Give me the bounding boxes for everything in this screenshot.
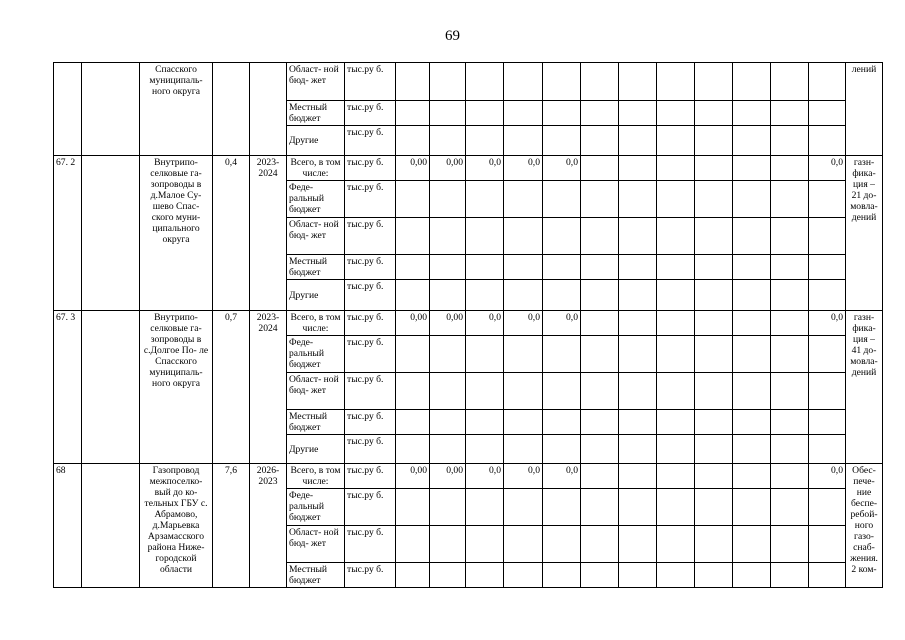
empty-cell xyxy=(809,255,846,280)
empty-cell xyxy=(695,126,733,156)
value-cell: 0,0 xyxy=(466,156,504,181)
empty-cell xyxy=(809,435,846,464)
value-cell: 0,00 xyxy=(396,311,430,336)
empty-cell xyxy=(733,563,771,588)
empty-cell xyxy=(504,563,543,588)
empty-cell xyxy=(430,218,466,255)
empty-cell xyxy=(695,489,733,526)
empty-cell xyxy=(54,63,82,156)
unit-label: тыс.ру б. xyxy=(345,126,396,156)
empty-cell xyxy=(504,255,543,280)
source-label: Област- ной бюд- жет xyxy=(287,63,345,101)
value-cell: 0,00 xyxy=(430,156,466,181)
empty-cell xyxy=(619,410,657,435)
unit-label: тыс.ру б. xyxy=(345,336,396,373)
empty-cell xyxy=(466,101,504,126)
source-label: Всего, в том числе: xyxy=(287,464,345,489)
empty-cell xyxy=(396,181,430,218)
empty-cell xyxy=(657,255,695,280)
empty-cell xyxy=(430,563,466,588)
empty-cell xyxy=(771,410,809,435)
table-row xyxy=(54,311,883,336)
empty-cell xyxy=(695,255,733,280)
empty-cell xyxy=(771,126,809,156)
empty-cell xyxy=(430,336,466,373)
empty-cell xyxy=(771,181,809,218)
empty-cell xyxy=(619,526,657,563)
unit-label: тыс.ру б. xyxy=(345,373,396,410)
value-cell: 0,00 xyxy=(396,156,430,181)
empty-cell xyxy=(250,63,287,156)
empty-cell xyxy=(504,126,543,156)
empty-cell xyxy=(430,101,466,126)
empty-cell xyxy=(619,156,657,181)
empty-cell xyxy=(543,526,581,563)
empty-cell xyxy=(771,464,809,489)
empty-cell xyxy=(657,63,695,101)
empty-cell xyxy=(396,63,430,101)
empty-cell xyxy=(504,526,543,563)
empty-cell xyxy=(430,181,466,218)
empty-cell xyxy=(581,526,619,563)
empty-cell xyxy=(466,435,504,464)
empty-cell xyxy=(581,435,619,464)
empty-cell xyxy=(733,126,771,156)
empty-cell xyxy=(657,435,695,464)
empty-cell xyxy=(771,218,809,255)
empty-cell xyxy=(809,410,846,435)
empty-cell xyxy=(543,336,581,373)
years-value: 2023- 2024 xyxy=(250,156,287,311)
empty-cell xyxy=(771,63,809,101)
empty-cell xyxy=(657,218,695,255)
empty-cell xyxy=(581,101,619,126)
empty-cell xyxy=(657,311,695,336)
empty-cell xyxy=(543,489,581,526)
empty-cell xyxy=(733,181,771,218)
empty-cell xyxy=(733,255,771,280)
empty-cell xyxy=(581,563,619,588)
result-text: Обес- пече- ние беспе- ребой- ного газо- снаб- жения. 2 ком- xyxy=(846,464,883,588)
source-label: Другие xyxy=(287,280,345,311)
unit-label: тыс.ру б. xyxy=(345,255,396,280)
empty-cell xyxy=(657,156,695,181)
empty-cell xyxy=(771,526,809,563)
empty-cell xyxy=(809,126,846,156)
empty-cell xyxy=(695,280,733,311)
empty-cell xyxy=(504,63,543,101)
empty-cell xyxy=(543,218,581,255)
empty-cell xyxy=(396,101,430,126)
empty-cell xyxy=(771,101,809,126)
empty-cell xyxy=(396,526,430,563)
empty-cell xyxy=(657,373,695,410)
empty-cell xyxy=(466,255,504,280)
empty-cell xyxy=(733,311,771,336)
length-value: 0,7 xyxy=(213,311,250,464)
empty-cell xyxy=(581,464,619,489)
empty-cell xyxy=(771,311,809,336)
unit-label: тыс.ру б. xyxy=(345,156,396,181)
empty-cell xyxy=(733,63,771,101)
source-label: Феде- ральный бюджет xyxy=(287,489,345,526)
source-label: Всего, в том числе: xyxy=(287,156,345,181)
empty-cell xyxy=(82,156,140,311)
row-number: 68 xyxy=(54,464,82,588)
unit-label: тыс.ру б. xyxy=(345,435,396,464)
empty-cell xyxy=(619,336,657,373)
empty-cell xyxy=(82,311,140,464)
empty-cell xyxy=(396,336,430,373)
empty-cell xyxy=(809,373,846,410)
empty-cell xyxy=(543,563,581,588)
empty-cell xyxy=(504,489,543,526)
empty-cell xyxy=(581,280,619,311)
empty-cell xyxy=(543,410,581,435)
source-label: Местный бюджет xyxy=(287,255,345,280)
empty-cell xyxy=(657,464,695,489)
empty-cell xyxy=(771,373,809,410)
table-row xyxy=(54,464,883,489)
empty-cell xyxy=(396,255,430,280)
empty-cell xyxy=(733,373,771,410)
empty-cell xyxy=(466,280,504,311)
empty-cell xyxy=(430,126,466,156)
empty-cell xyxy=(771,156,809,181)
empty-cell xyxy=(396,373,430,410)
unit-label: тыс.ру б. xyxy=(345,464,396,489)
empty-cell xyxy=(430,255,466,280)
empty-cell xyxy=(809,218,846,255)
empty-cell xyxy=(581,311,619,336)
empty-cell xyxy=(619,218,657,255)
table-row xyxy=(54,156,883,181)
empty-cell xyxy=(733,410,771,435)
empty-cell xyxy=(771,489,809,526)
empty-cell xyxy=(504,435,543,464)
source-label: Феде- ральный бюджет xyxy=(287,181,345,218)
empty-cell xyxy=(619,63,657,101)
empty-cell xyxy=(466,336,504,373)
empty-cell xyxy=(771,435,809,464)
length-value: 7,6 xyxy=(213,464,250,588)
empty-cell xyxy=(771,255,809,280)
value-cell: 0,00 xyxy=(396,464,430,489)
empty-cell xyxy=(657,526,695,563)
value-cell: 0,00 xyxy=(430,311,466,336)
source-label: Област- ной бюд- жет xyxy=(287,526,345,563)
object-name: Газопровод межпоселко- вый до ко- тельных ГБУ с. Абрамово, д.Марьевка Арзамасского района Ниже- городской области xyxy=(140,464,213,588)
empty-cell xyxy=(396,435,430,464)
value-cell: 0,0 xyxy=(543,464,581,489)
result-text: лений xyxy=(846,63,883,156)
empty-cell xyxy=(581,489,619,526)
empty-cell xyxy=(396,126,430,156)
value-cell: 0,0 xyxy=(809,311,846,336)
empty-cell xyxy=(581,255,619,280)
empty-cell xyxy=(809,63,846,101)
empty-cell xyxy=(695,526,733,563)
empty-cell xyxy=(695,373,733,410)
empty-cell xyxy=(466,373,504,410)
empty-cell xyxy=(657,410,695,435)
empty-cell xyxy=(581,63,619,101)
page-number: 69 xyxy=(445,28,460,44)
empty-cell xyxy=(695,63,733,101)
empty-cell xyxy=(657,563,695,588)
empty-cell xyxy=(504,280,543,311)
source-label: Феде- ральный бюджет xyxy=(287,336,345,373)
empty-cell xyxy=(82,63,140,156)
empty-cell xyxy=(466,126,504,156)
empty-cell xyxy=(543,280,581,311)
empty-cell xyxy=(733,464,771,489)
years-value: 2026- 2023 xyxy=(250,464,287,588)
empty-cell xyxy=(504,336,543,373)
unit-label: тыс.ру б. xyxy=(345,563,396,588)
value-cell: 0,0 xyxy=(809,464,846,489)
empty-cell xyxy=(657,101,695,126)
empty-cell xyxy=(543,63,581,101)
row-number: 67. 3 xyxy=(54,311,82,464)
empty-cell xyxy=(504,101,543,126)
empty-cell xyxy=(619,255,657,280)
empty-cell xyxy=(619,464,657,489)
empty-cell xyxy=(695,410,733,435)
unit-label: тыс.ру б. xyxy=(345,311,396,336)
empty-cell xyxy=(657,336,695,373)
source-label: Област- ной бюд- жет xyxy=(287,218,345,255)
empty-cell xyxy=(396,410,430,435)
empty-cell xyxy=(809,526,846,563)
empty-cell xyxy=(657,280,695,311)
empty-cell xyxy=(809,563,846,588)
empty-cell xyxy=(619,126,657,156)
empty-cell xyxy=(695,156,733,181)
empty-cell xyxy=(809,181,846,218)
empty-cell xyxy=(430,435,466,464)
empty-cell xyxy=(430,410,466,435)
empty-cell xyxy=(771,280,809,311)
empty-cell xyxy=(581,218,619,255)
years-value: 2023- 2024 xyxy=(250,311,287,464)
empty-cell xyxy=(430,373,466,410)
empty-cell xyxy=(213,63,250,156)
empty-cell xyxy=(733,101,771,126)
empty-cell xyxy=(543,181,581,218)
empty-cell xyxy=(733,489,771,526)
source-label: Другие xyxy=(287,435,345,464)
unit-label: тыс.ру б. xyxy=(345,63,396,101)
unit-label: тыс.ру б. xyxy=(345,410,396,435)
empty-cell xyxy=(504,181,543,218)
unit-label: тыс.ру б. xyxy=(345,101,396,126)
empty-cell xyxy=(771,563,809,588)
source-label: Всего, в том числе: xyxy=(287,311,345,336)
unit-label: тыс.ру б. xyxy=(345,280,396,311)
empty-cell xyxy=(504,218,543,255)
empty-cell xyxy=(466,489,504,526)
source-label: Местный бюджет xyxy=(287,563,345,588)
source-label: Местный бюджет xyxy=(287,101,345,126)
empty-cell xyxy=(82,464,140,588)
empty-cell xyxy=(466,563,504,588)
empty-cell xyxy=(619,435,657,464)
source-label: Област- ной бюд- жет xyxy=(287,373,345,410)
value-cell: 0,0 xyxy=(504,311,543,336)
empty-cell xyxy=(581,336,619,373)
empty-cell xyxy=(695,181,733,218)
empty-cell xyxy=(396,218,430,255)
empty-cell xyxy=(695,435,733,464)
empty-cell xyxy=(657,181,695,218)
empty-cell xyxy=(657,489,695,526)
empty-cell xyxy=(396,489,430,526)
empty-cell xyxy=(619,181,657,218)
empty-cell xyxy=(581,410,619,435)
empty-cell xyxy=(543,255,581,280)
empty-cell xyxy=(695,101,733,126)
empty-cell xyxy=(430,63,466,101)
value-cell: 0,0 xyxy=(466,311,504,336)
empty-cell xyxy=(619,563,657,588)
empty-cell xyxy=(466,218,504,255)
empty-cell xyxy=(619,373,657,410)
value-cell: 0,0 xyxy=(504,156,543,181)
empty-cell xyxy=(466,63,504,101)
empty-cell xyxy=(543,101,581,126)
empty-cell xyxy=(695,311,733,336)
value-cell: 0,0 xyxy=(543,311,581,336)
empty-cell xyxy=(396,563,430,588)
empty-cell xyxy=(396,280,430,311)
empty-cell xyxy=(504,410,543,435)
empty-cell xyxy=(733,280,771,311)
financing-table xyxy=(53,62,883,588)
empty-cell xyxy=(657,126,695,156)
unit-label: тыс.ру б. xyxy=(345,181,396,218)
empty-cell xyxy=(430,489,466,526)
empty-cell xyxy=(430,280,466,311)
empty-cell xyxy=(581,181,619,218)
result-text: газн- фика- ция – 41 до- мовла- дений xyxy=(846,311,883,464)
source-label: Местный бюджет xyxy=(287,410,345,435)
empty-cell xyxy=(466,526,504,563)
empty-cell xyxy=(581,156,619,181)
empty-cell xyxy=(430,526,466,563)
empty-cell xyxy=(771,336,809,373)
empty-cell xyxy=(619,311,657,336)
empty-cell xyxy=(504,373,543,410)
object-name: Внутрипо- селковые га- зопроводы в с.Долгое По- ле Спасского муниципаль- ного округа xyxy=(140,311,213,464)
empty-cell xyxy=(809,101,846,126)
empty-cell xyxy=(695,218,733,255)
empty-cell xyxy=(733,156,771,181)
empty-cell xyxy=(733,336,771,373)
empty-cell xyxy=(733,435,771,464)
empty-cell xyxy=(581,373,619,410)
value-cell: 0,00 xyxy=(430,464,466,489)
empty-cell xyxy=(581,126,619,156)
empty-cell xyxy=(619,489,657,526)
empty-cell xyxy=(695,336,733,373)
empty-cell xyxy=(809,336,846,373)
empty-cell xyxy=(809,280,846,311)
empty-cell xyxy=(543,126,581,156)
empty-cell xyxy=(543,435,581,464)
value-cell: 0,0 xyxy=(504,464,543,489)
result-text: газн- фика- ция – 21 до- мовла- дений xyxy=(846,156,883,311)
object-name: Спасского муниципаль- ного округа xyxy=(140,63,213,156)
empty-cell xyxy=(543,373,581,410)
table-row xyxy=(54,63,883,101)
empty-cell xyxy=(809,489,846,526)
object-name: Внутрипо- селковые га- зопроводы в д.Малое Су- шево Спас- ского муни- ципального округа xyxy=(140,156,213,311)
value-cell: 0,0 xyxy=(809,156,846,181)
row-number: 67. 2 xyxy=(54,156,82,311)
empty-cell xyxy=(619,101,657,126)
empty-cell xyxy=(695,563,733,588)
empty-cell xyxy=(695,464,733,489)
empty-cell xyxy=(466,181,504,218)
length-value: 0,4 xyxy=(213,156,250,311)
empty-cell xyxy=(619,280,657,311)
empty-cell xyxy=(733,218,771,255)
value-cell: 0,0 xyxy=(543,156,581,181)
empty-cell xyxy=(733,526,771,563)
empty-cell xyxy=(466,410,504,435)
unit-label: тыс.ру б. xyxy=(345,526,396,563)
value-cell: 0,0 xyxy=(466,464,504,489)
unit-label: тыс.ру б. xyxy=(345,218,396,255)
source-label: Другие xyxy=(287,126,345,156)
unit-label: тыс.ру б. xyxy=(345,489,396,526)
